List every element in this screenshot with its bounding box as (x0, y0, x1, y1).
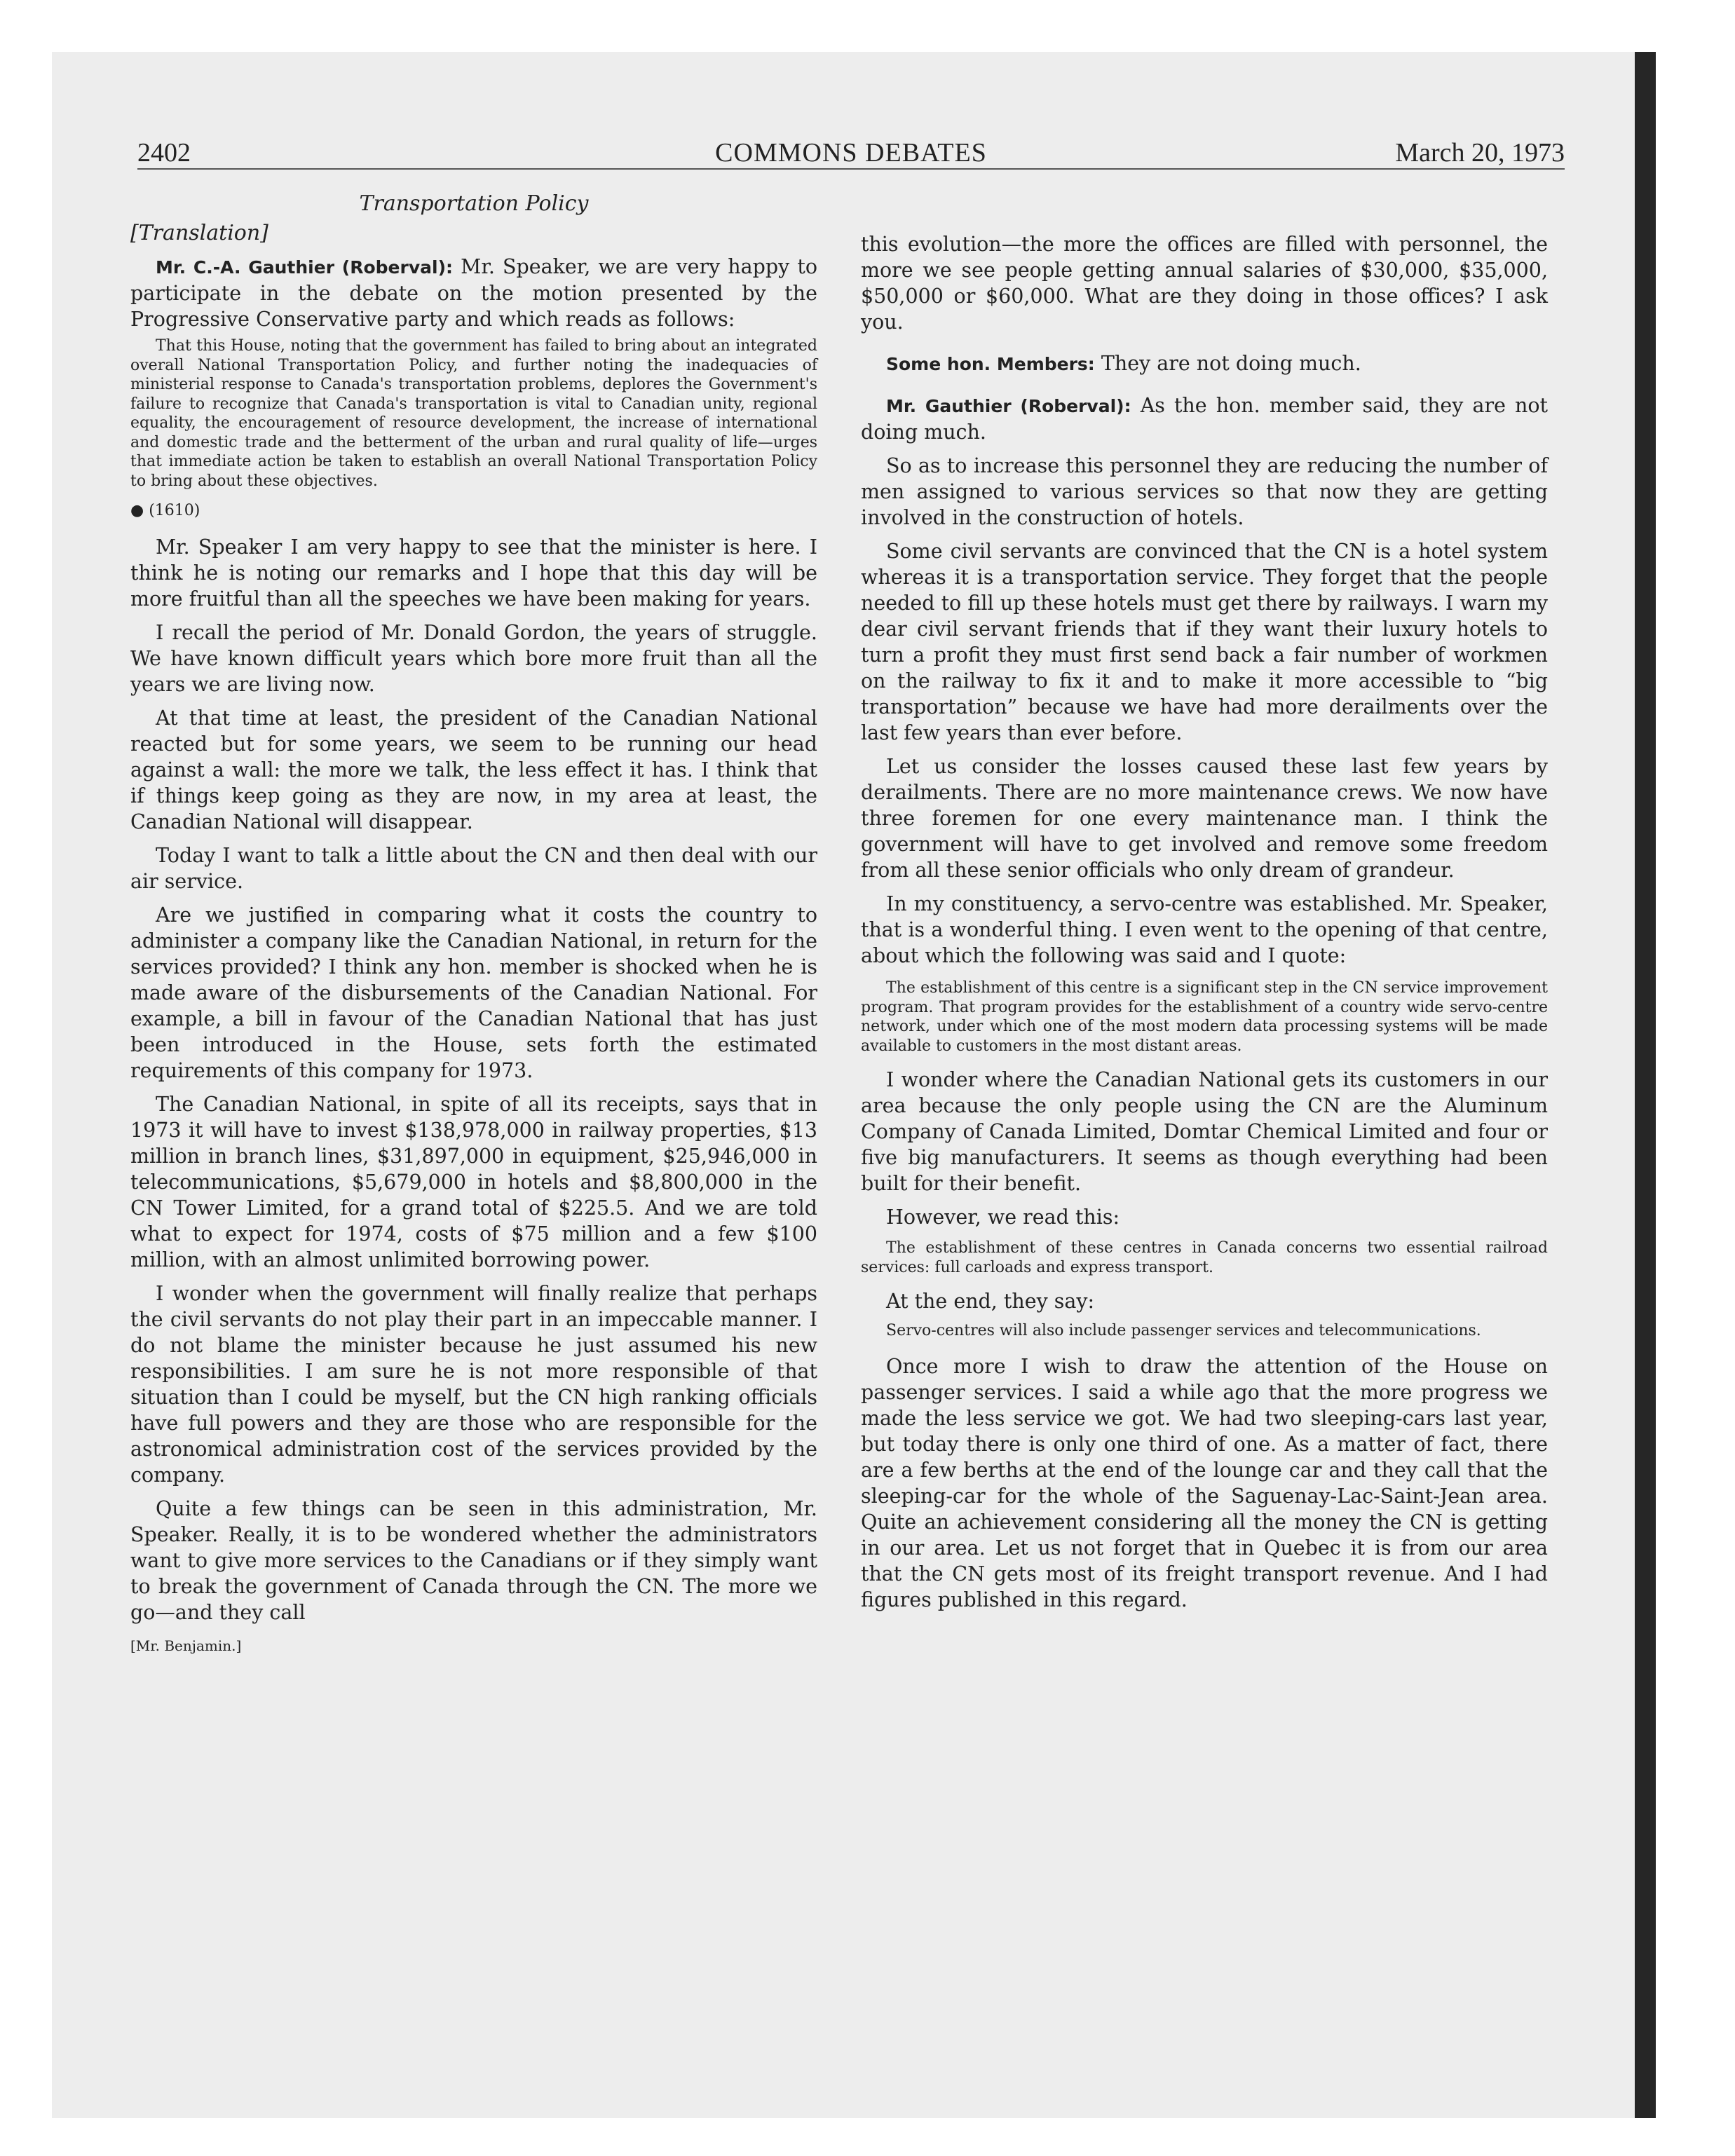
paragraph: Are we justified in comparing what it costs the country to administer a company like the Canadian National, in return for the services provided? I think any hon. member is shocked when he is made aware of the disbursements of the Canadian National. For example, a bill in favour of the Canadian National that has just been introduced in the House, sets forth the estimated requirements of this company for 1973. (130, 903, 817, 1082)
footnote: [Mr. Benjamin.] (130, 1637, 242, 1654)
paragraph: The Canadian National, in spite of all its receipts, says that in 1973 it will have to invest $138,978,000 in railway properties, $13 million in branch lines, $31,897,000 in equipment, $25,946,000 in telecommunications, $5,679,000 in hotels and $8,800,000 in the CN Tower Limited, for a grand total of $225.5. And we are told what to expect for 1974, costs of $75 million and a few $100 million, with an almost unlimited borrowing power. (130, 1093, 817, 1271)
left-column (130, 191, 817, 1655)
paragraph: I wonder when the government will finally realize that perhaps the civil servants do not play their part in an impeccable manner. I do not blame the minister because he just assumed his new responsibilities. I am sure he is not more responsible of that situation than I could be myself, but the CN high ranking officials have full powers and they are those who are responsible for the astronomical administration cost of the services provided by the company. (130, 1282, 817, 1487)
paragraph: At the end, they say: (886, 1290, 1095, 1313)
paragraph: Let us consider the losses caused these last few years by derailments. There are no more maintenance crews. We now have three foremen for one every maintenance man. I think the government will have to get involved and remove some freedom from all these senior officials who only dream of grandeur. (861, 755, 1548, 882)
speaker-name: Mr. C.-A. Gauthier (Roberval): (156, 257, 453, 278)
motion-quote: That this House, noting that the government has failed to bring about an integrated overall National Transportation Policy, and further noting the inadequacies of ministerial response to Canada's transportation problems, deplores the Government's failure to recognize that Canada's transportation is vital to Canadian unity, regional equality, the encouragement of resource development, the increase of international and domestic trade and the betterment of the urban and rural quality of life—urges that immediate action be taken to establish an overall National Transportation Policy to bring about these objectives. (130, 337, 817, 490)
page-header (137, 135, 1565, 171)
page-number: 2402 (137, 138, 191, 168)
speaker-name: Mr. Gauthier (Roberval): (886, 396, 1131, 416)
paragraph: In my constituency, a servo-centre was established. Mr. Speaker, that is a wonderful thing. I even went to the opening of that centre, about which the following was said and I quote: (861, 892, 1548, 967)
paragraph-continued: this evolution—the more the offices are filled with personnel, the more we see people getting annual salaries of $30,000, $35,000, $50,000 or $60,000. What are they doing in those offices? I ask you. (861, 233, 1548, 334)
speech-text: As the hon. member said, they are not doing much. (861, 394, 1549, 444)
speech-paragraph (130, 254, 817, 332)
translation-note: [Translation] (130, 221, 268, 245)
paragraph: Some civil servants are convinced that the CN is a hotel system whereas it is a transportation service. They forget that the people needed to fill up these hotels must get there by railways. I warn my dear civil servant friends that if they want their luxury hotels to turn a profit they must first send back a fair number of workmen on the railway to fix it and to make it more accessible to “big transportation” because we have had more derailments over the last few years than ever before. (861, 540, 1548, 744)
page-edge-shadow (1635, 52, 1656, 2118)
paragraph: I recall the period of Mr. Donald Gordon, the years of struggle. We have known difficult years which bore more fruit than all the years we are living now. (130, 621, 817, 696)
paragraph: So as to increase this personnel they are reducing the number of men assigned to various services so that now they are getting involved in the construction of hotels. (861, 454, 1548, 529)
paragraph: At that time at least, the president of the Canadian National reacted but for some years, we seem to be running our head against a wall: the more we talk, the less effect it has. I think that if things keep going as they are now, in my area at least, the Canadian National will disappear. (130, 707, 817, 833)
speaker-name: Some hon. Members: (886, 354, 1095, 374)
speech-text: Mr. Speaker, we are very happy to participate in the debate on the motion presented by the Progressive Conservative party and which reads as follows: (130, 255, 817, 331)
speech-paragraph (861, 393, 1548, 445)
quoted-passage: Servo-centres will also include passenger services and telecommunications. (886, 1322, 1481, 1339)
paragraph: Once more I wish to draw the attention of the House on passenger services. I said a while ago that the more progress we made the less service we got. We had two sleeping-cars last year, but today there is only one third of one. As a matter of fact, there are a few berths at the end of the lounge car and they call that the sleeping-car for the whole of the Saguenay-Lac-Saint-Jean area. Quite an achievement considering all the money the CN is getting in our area. Let us not forget that in Quebec it is from our area that the CN gets most of its freight transport revenue. And I had figures published in this regard. (861, 1354, 1548, 1611)
right-column (861, 231, 1548, 1613)
paragraph: I wonder where the Canadian National gets its customers in our area because the only people using the CN are the Aluminum Company of Canada Limited, Domtar Chemical Limited and four or five big manufacturers. It seems as though everything had been built for their benefit. (861, 1068, 1548, 1195)
paragraph: Today I want to talk a little about the CN and then deal with our air service. (130, 844, 817, 893)
publication-title: COMMONS DEBATES (715, 138, 987, 168)
paragraph: Quite a few things can be seen in this administration, Mr. Speaker. Really, it is to be wondered whether the administrators want to give more services to the Canadians or if they simply want to break the government of Canada through the CN. The more we go—and they call (130, 1497, 817, 1624)
interjection (861, 350, 1548, 377)
section-title: Transportation Policy (359, 191, 589, 216)
interjection-text: They are not doing much. (1101, 352, 1361, 375)
quoted-passage: The establishment of this centre is a significant step in the CN service improvement program. That program provides for the establishment of a country wide servo-centre network, under which one of the most modern data processing systems will be made available to customers in the most distant areas. (861, 979, 1548, 1055)
paragraph: However, we read this: (886, 1206, 1120, 1229)
quoted-passage: The establishment of these centres in Canada concerns two essential railroad services: full carloads and express transport. (861, 1239, 1548, 1276)
paragraph: Mr. Speaker I am very happy to see that the minister is here. I think he is noting our remarks and I hope that this day will be more fruitful than all the speeches we have been making for years. (130, 535, 817, 610)
time-marker: ● (1610) (130, 502, 200, 519)
issue-date: March 20, 1973 (1395, 138, 1565, 168)
header-rule (137, 168, 1565, 170)
